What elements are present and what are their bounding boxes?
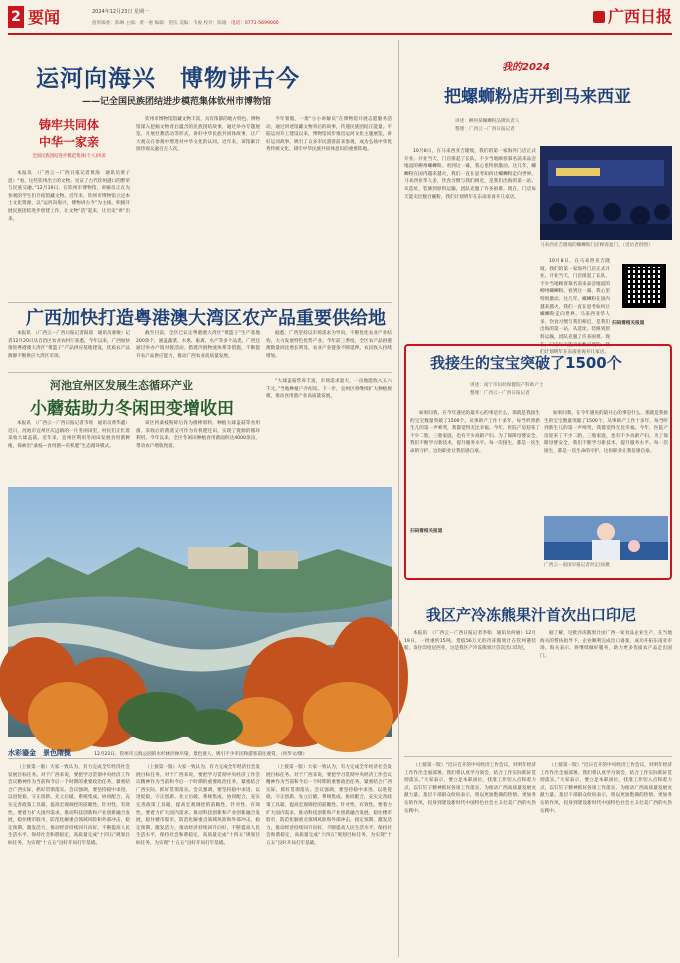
article3-col2: 该区将桑枝粉碎后作为菌棒原料，种植大球盖菇等食用菌，采收后的菌渣又可作为有机肥还田，实现了资源的循环利用。今年以来，全区冬闲田种植食用菌面积达4000余亩，带动农户增收致富。 <box>136 421 260 449</box>
landscape-photo <box>8 487 392 737</box>
qr-code-icon[interactable] <box>622 264 666 308</box>
photo-caption-bar <box>8 740 392 757</box>
lead-col1: 本报讯 （广西云－广西日报记者黄海 通讯员黄子恩）“看，这些钦州出土的文物，见证了古代钦州港口的繁荣与民族交融。”12月19日，在钦州市博物馆，讲解员正在为参观的学生们介绍馆藏文物。近年来，钦州市博物馆立足本土文化资源，以“运河向海兴，博物讲古今”为主线，积极开展民族团结进步创建工作，让文物“活”起来，让历史“讲”出来。 <box>8 171 130 222</box>
qr-caption: 扫码看相关报道 <box>612 321 645 326</box>
right-top-speakers: 讲述：柳州某螺蛳粉品牌负责人 整理：广西云－广西日报记者 <box>455 119 520 132</box>
date-line: 2024年12月23日 星期一 <box>92 9 150 15</box>
lead-col2: 钦州市博物馆馆藏文物丰富，具有浓郁的地方特色。博物馆深入挖掘文物背后蕴含的民族团结故事，通过举办专题展览、开展社教活动等形式，讲好中华民族共同体故事，让广大观众在参观中增进对中华文化的认同。近年来，该馆累计接待观众逾百万人次。 <box>136 117 260 153</box>
landscape-photo-image <box>8 487 392 737</box>
right-top-title: 把螺蛳粉店开到马来西亚 <box>444 87 631 107</box>
page-header <box>0 0 680 34</box>
divider <box>8 758 392 759</box>
article3-col3: “大球盖菇营养丰富，市场需求量大，一亩地能收入五六千元。”当地种植户介绍说。下一步，宜州区将继续扩大种植规模，推动食用菌产业高质量发展。 <box>266 379 392 400</box>
store-photo-image <box>540 146 672 240</box>
right-top-body-col1: 10月8日，在马来西亚吉隆坡，我们的第一家海外门店正式开业。开业当天，门店排起了长队，不少当地顾客慕名前来品尝地道的柳州螺蛳粉。看到这一幕，我心里特别激动。这几年，螺蛳粉在国内越来越火，我们一直在思考如何让螺蛳粉走向世界。马来西亚华人多，饮食习惯与我们相近，是我们出海的第一站。从选址、装修到原料运输，团队克服了许多困难。现在，门店每天能卖出数百碗粉，我们计划明年在东南亚再开几家店。 <box>404 149 536 200</box>
right-continued-col2: （上接第一版）“近日召开的中央经济工作会议，对明年经济工作作出全面部署。我们将认真学习领会，结合工作实际抓好贯彻落实。”大家表示，要立足本职岗位，找准工作切入点和着力点，以钉钉子精神抓好各项工作落实，为推动广西高质量发展贡献力量。基层干部群众纷纷表示，将以更加饱满的热情、更加务实的作风，投身到建设新时代中国特色社会主义壮美广西的火热实践中。 <box>540 763 672 814</box>
article2-col2: 截至目前，全区已认定粤港澳大湾区“菜篮子”生产基地200余个，涵盖蔬菜、水果、畜禽、水产等多个品类。广西还通过举办产销对接活动、搭建冷链物流体系等措施，不断提升农产品供应能力，推动广西农业高质量发展。 <box>136 331 260 359</box>
divider <box>8 302 392 303</box>
store-photo-caption: 马来西亚吉隆坡的螺蛳粉门店顾客盈门。（受访者供图） <box>540 243 653 248</box>
lead-subtitle: ——记全国民族团结进步模范集体钦州市博物馆 <box>82 97 272 107</box>
right-continued-col1: （上接第一版）“近日召开的中央经济工作会议，对明年经济工作作出全面部署。我们将认真学习领会，结合工作实际抓好贯彻落实。”大家表示，要立足本职岗位，找准工作切入点和着力点，以钉钉子精神抓好各项工作落实，为推动广西高质量发展贡献力量。基层干部群众纷纷表示，将以更加饱满的热情、更加务实的作风，投身到建设新时代中国特色社会主义壮美广西的火热实践中。 <box>404 763 536 814</box>
continued-text-col3: （上接第一版）大家一致认为，有力完成全年经济社会发展目标任务。对于广西来说，要把学习贯彻中央经济工作会议精神作为当前和今后一个时期的重要政治任务，紧密结合广西实际，抓好贯彻落实。会议强调，要坚持稳中求进、以进促稳，守正创新、先立后破，系统集成、协同配合，充实完善政策工具箱，提高宏观调控的前瞻性、针对性、有效性。要着力扩大国内需求，推动科技创新和产业创新融合发展，稳住楼市股市，防范化解重点领域风险和外部冲击，稳定预期、激发活力，推动经济持续回升向好，不断提高人民生活水平，保持社会和谐稳定，高质量完成“十四五”规划目标任务，为实现“十五五”良好开局打牢基础。 <box>266 765 392 846</box>
right-top-header <box>404 58 672 112</box>
right-bottom-col1: 本报讯 （广西云－广西日报记者李娟 通讯员何丽）12月19日，一批重约15吨、货值56万元的冷冻熊果汁在钦州港装船，发往印度尼西亚，这是我区产冷冻熊果汁首次出口印尼。 <box>404 631 536 652</box>
nurse-photo-caption: 广西云－南国早报记者何定国/摄 <box>544 563 610 568</box>
article2-title: 广西加快打造粤港澳大湾区农产品重要供给地 <box>26 308 386 329</box>
divider <box>404 756 672 757</box>
column-divider <box>398 40 399 957</box>
store-photo <box>540 146 672 240</box>
page-number: 2 <box>8 6 24 28</box>
article2-col3: 据悉，广西坚持以市场需求为导向，不断优化农业产业结构，大力发展特色优势产业。今年前三季度，全区农产品供港澳数量同比增长明显，农业产业链条不断延伸，农民收入持续增加。 <box>266 331 392 359</box>
page-section-title: 要闻 <box>28 8 61 27</box>
right-mid-title: 我接生的宝宝突破了1500个 <box>430 354 622 372</box>
right-bottom-title: 我区产冷冻熊果汁首次出口印尼 <box>426 606 637 624</box>
article3-kicker: 河池宜州区发展生态循环产业 <box>50 379 193 392</box>
badge-line1: 铸牢共同体 <box>38 118 99 132</box>
lead-col3: 今年暑假，一批“小小讲解员”在博物馆开展志愿服务活动，通过讲述馆藏文物背后的故事，传递民族团结正能量。平陆运河开工建设以来，博物馆同步推出运河文化主题展览，讲好运河故事，吸引了众多市民游客前来参观，成为弘扬中华优秀传统文化、铸牢中华民族共同体意识的重要阵地。 <box>266 117 392 153</box>
right-mid-body-col1: 如果问我，在今年遇见的最开心的事是什么，那就是我接生的宝宝数量突破了1500个。从事助产工作十多年，每当听到新生儿的第一声啼哭，我都觉得无比幸福。今年，医院产房迎来了不少二胎、三胎家庭，也有不少高龄产妇。为了保障母婴安全，我们不断学习新技术，提升服务水平。每一次接生，都是一次生命的守护，这份职业让我倍感自豪。 <box>410 411 540 454</box>
nurse-photo <box>544 516 668 560</box>
divider <box>8 372 392 373</box>
logo-icon <box>593 11 605 23</box>
article2-col1: 本报讯 （广西云－广西日报记者阳晨 通讯员蒙俊）记者12月20日从自治区农业农村厅获悉，今年以来，广西加快推进粤港澳大湾区“菜篮子”产品供应基地建设，优质农产品源源不断供应大湾区市场。 <box>8 331 130 359</box>
editor-line: 值班编委：陈琳 主编：黄一惠 编辑：望伍 美编：韦俊 校对：陈瑜 电话：0771-5699000 <box>92 21 279 26</box>
right-mid-speakers: 讲述：南宁市妇幼保健院产科助产士 整理：广西云－广西日报记者 <box>470 383 544 396</box>
newspaper-logo: 广西日报 <box>593 4 672 27</box>
right-mid-body-col2: 如果问我，在今年遇见的最开心的事是什么，那就是我接生的宝宝数量突破了1500个。从事助产工作十多年，每当听到新生儿的第一声啼哭，我都觉得无比幸福。今年，医院产房迎来了不少二胎、三胎家庭，也有不少高龄产妇。为了保障母婴安全，我们不断学习新技术，提升服务水平。每一次接生，都是一次生命的守护，这份职业让我倍感自豪。 <box>544 411 668 454</box>
badge-line3: 全国民族团结进步模范集体(个人)风采 <box>32 154 106 159</box>
article3-col1: 本报讯 （广西云－广西日报记者韦瑶 通讯员黄华鑫）近日，河池市宜州区庆远镇的一片冬闲田里，村民们正忙着采收大球盖菇。近年来，宜州区利用冬闲田发展食用菌种植，探索出“桑枝—食用菌—有机肥”生态循环模式。 <box>8 421 130 449</box>
column-badge <box>8 116 130 166</box>
qr-caption-2: 扫码看相关报道 <box>410 529 443 534</box>
continued-text-col2: （上接第一版）大家一致认为，有力完成全年经济社会发展目标任务。对于广西来说，要把学习贯彻中央经济工作会议精神作为当前和今后一个时期的重要政治任务，紧密结合广西实际，抓好贯彻落实。会议强调，要坚持稳中求进、以进促稳，守正创新、先立后破，系统集成、协同配合，充实完善政策工具箱，提高宏观调控的前瞻性、针对性、有效性。要着力扩大国内需求，推动科技创新和产业创新融合发展，稳住楼市股市，防范化解重点领域风险和外部冲击，稳定预期、激发活力，推动经济持续回升向好，不断提高人民生活水平，保持社会和谐稳定，高质量完成“十四五”规划目标任务，为实现“十五五”良好开局打牢基础。 <box>136 765 260 846</box>
photo-caption: 12月21日，钦州市云海公园的水杉林层林尽染，景色迷人，吸引不少市民和游客前往观赏。（何华文/摄） <box>94 752 308 757</box>
lead-title: 运河向海兴 博物讲古今 <box>36 66 300 92</box>
nurse-photo-image <box>544 516 668 560</box>
continued-text-col1: （上接第一版）大家一致认为，有力完成全年经济社会发展目标任务。对于广西来说，要把学习贯彻中央经济工作会议精神作为当前和今后一个时期的重要政治任务，紧密结合广西实际，抓好贯彻落实。会议强调，要坚持稳中求进、以进促稳，守正创新、先立后破，系统集成、协同配合，充实完善政策工具箱，提高宏观调控的前瞻性、针对性、有效性。要着力扩大国内需求，推动科技创新和产业创新融合发展，稳住楼市股市，防范化解重点领域风险和外部冲击，稳定预期、激发活力，推动经济持续回升向好，不断提高人民生活水平，保持社会和谐稳定，高质量完成“十四五”规划目标任务，为实现“十五五”良好开局打牢基础。 <box>8 765 130 846</box>
header-rule <box>8 33 672 35</box>
right-top-body-col2: 10月8日，在马来西亚吉隆坡，我们的第一家海外门店正式开业。开业当天，门店排起了长队，不少当地顾客慕名前来品尝地道的柳州螺蛳粉。看到这一幕，我心里特别激动。这几年，螺蛳粉在国内越来越火，我们一直在思考如何让螺蛳粉走向世界。马来西亚华人多，饮食习惯与我们相近，是我们出海的第一站。从选址、装修到原料运输，团队克服了许多困难。现在，门店每天能卖出数百碗粉，我们计划明年在东南亚再开几家店。 <box>540 259 610 356</box>
photo-label: 水彩鎏金 景色隋揽 <box>8 749 71 757</box>
section-tag: 我的2024 <box>502 62 550 73</box>
right-bottom-col2: 据了解，这批冷冻熊果汁由广西一家食品企业生产，在当地海关的帮扶指导下，企业顺利完成出口备案，成功开拓东南亚市场。海关表示，将继续做好服务，助力更多优质农产品走出国门。 <box>540 631 672 659</box>
article3-title: 小蘑菇助力冬闲田变增收田 <box>30 399 234 419</box>
badge-line2: 中华一家亲 <box>38 135 99 149</box>
